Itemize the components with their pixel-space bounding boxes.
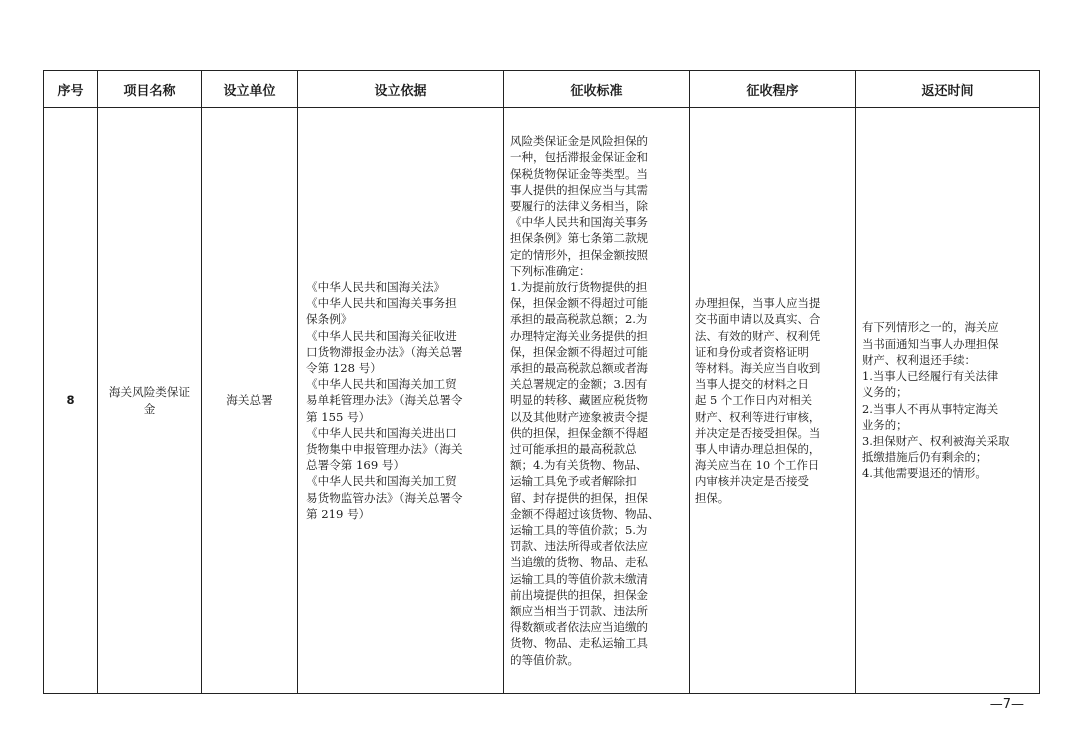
text-line: 担保。: [695, 490, 730, 505]
text-line: 关总署规定的金额；3.因有: [510, 377, 648, 392]
header-project-name: 项目名称: [98, 71, 202, 108]
text-line: 《中华人民共和国海关法》: [306, 279, 446, 294]
text-line: 前出境提供的担保，担保金: [510, 587, 648, 602]
return-time-cell: [856, 108, 1040, 694]
text-line: 货物集中申报管理办法》（海关: [306, 442, 463, 456]
text-line: 明显的转移、藏匿应税货物: [510, 393, 648, 408]
text-line: 金额不得超过该货物、物品、: [510, 506, 660, 521]
text-line: 2.当事人不再从事特定海关: [862, 401, 999, 416]
fee-table: [43, 70, 1040, 694]
text-line: 财产、权利退还手续：: [862, 352, 976, 367]
text-line: 货物、物品、走私运输工具: [510, 636, 648, 651]
table-header-row: [44, 71, 1040, 108]
text-line: 《中华人民共和国海关加工贸: [306, 474, 457, 489]
text-line: 海关应当在 10 个工作日: [695, 458, 820, 473]
text-line: 起 5 个工作日内对相关: [695, 393, 813, 408]
text-line: 运输工具的等值价款；5.为: [510, 523, 648, 538]
text-line: 得数额或者依法应当追缴的: [510, 620, 648, 635]
text-line: 《中华人民共和国海关进出口: [306, 425, 457, 440]
text-line: 担保条例》第七条第二款规: [510, 231, 648, 246]
text-line: 保税货物保证金等类型。当: [510, 166, 648, 181]
basis-text: [298, 279, 503, 522]
text-line: 事人提供的担保应当与其需: [510, 182, 648, 197]
text-line: 运输工具免予或者解除扣: [510, 474, 637, 489]
text-line: 办理特定海关业务提供的担: [510, 328, 648, 343]
text-line: 下列标准确定：: [510, 263, 591, 278]
page-number: —7—: [989, 697, 1024, 712]
text-line: 承担的最高税款总额或者海: [510, 360, 648, 375]
procedure-cell: [690, 108, 856, 694]
text-line: 事人申请办理总担保的，: [695, 442, 821, 456]
text-line: 办理担保，当事人应当提: [695, 296, 821, 311]
text-line: 《中华人民共和国海关征收进: [306, 328, 457, 343]
text-line: 《中华人民共和国海关事务担: [306, 296, 457, 311]
establishing-unit: 海关总署: [202, 108, 298, 694]
text-line: 等材料。海关应当自收到: [695, 360, 821, 375]
header-standard: 征收标准: [504, 71, 690, 108]
return-time-text: [856, 319, 1039, 481]
text-line: 当追缴的货物、物品、走私: [510, 555, 648, 570]
text-line: 义务的；: [862, 385, 908, 400]
text-line: 当事人提交的材料之日: [695, 377, 809, 392]
text-line: 第 219 号）: [306, 506, 371, 521]
text-line: 当书面通知当事人办理担保: [862, 336, 999, 351]
text-line: 4.其他需要退还的情形。: [862, 466, 987, 481]
text-line: 保条例》: [306, 312, 353, 327]
text-line: 以及其他财产迹象被责令提: [510, 409, 648, 424]
text-line: 《中华人民共和国海关事务: [510, 215, 648, 230]
text-line: 承担的最高税款总额；2.为: [510, 312, 648, 327]
standard-text: [504, 129, 689, 672]
text-line: 风险类保证金是风险担保的: [510, 134, 648, 149]
row-number: 8: [44, 108, 98, 694]
header-unit: 设立单位: [202, 71, 298, 108]
text-line: 证和身份或者资格证明: [695, 344, 809, 359]
text-line: 法、有效的财产、权利凭: [695, 328, 821, 343]
text-line: 保，担保金额不得超过可能: [510, 296, 648, 311]
text-line: 有下列情形之一的，海关应: [862, 320, 999, 335]
text-line: 总署令第 169 号）: [306, 458, 406, 473]
header-basis: 设立依据: [298, 71, 504, 108]
text-line: 并决定是否接受担保。当: [695, 425, 821, 440]
text-line: 易单耗管理办法》（海关总署令: [306, 393, 463, 408]
header-procedure: 征收程序: [690, 71, 856, 108]
text-line: 运输工具的等值价款未缴清: [510, 571, 648, 586]
text-line: 过可能承担的最高税款总: [510, 442, 637, 456]
text-line: 抵缴措施后仍有剩余的；: [862, 450, 988, 465]
text-line: 口货物滞报金办法》（海关总署: [306, 344, 463, 359]
text-line: 业务的；: [862, 417, 908, 432]
text-line: 交书面申请以及真实、合: [695, 312, 821, 327]
text-line: 保，担保金额不得超过可能: [510, 344, 648, 359]
text-line: 要履行的法律义务相当，除: [510, 198, 648, 213]
text-line: 易货物监管办法》（海关总署令: [306, 490, 463, 505]
text-line: 令第 128 号）: [306, 360, 382, 375]
table-row: [44, 108, 1040, 694]
text-line: 第 155 号）: [306, 409, 371, 424]
text-line: 1.为提前放行货物提供的担: [510, 279, 648, 294]
text-line: 额应当相当于罚款、违法所: [510, 604, 648, 619]
standard-cell: [504, 108, 690, 694]
text-line: 留、封存提供的担保，担保: [510, 490, 648, 505]
text-line: 的等值价款。: [510, 652, 579, 667]
text-line: 《中华人民共和国海关加工贸: [306, 377, 457, 392]
text-line: 一种，包括滞报金保证金和: [510, 150, 648, 165]
procedure-text: [690, 295, 855, 506]
header-return-time: 返还时间: [856, 71, 1040, 108]
text-line: 3.担保财产、权利被海关采取: [862, 433, 1010, 448]
text-line: 内审核并决定是否接受: [695, 474, 809, 489]
text-line: 罚款、违法所得或者依法应: [510, 539, 648, 554]
text-line: 财产、权利等进行审核，: [695, 409, 821, 424]
text-line: 1.当事人已经履行有关法律: [862, 369, 999, 384]
text-line: 额；4.为有关货物、物品、: [510, 458, 648, 473]
basis-cell: [298, 108, 504, 694]
header-number: 序号: [44, 71, 98, 108]
text-line: 定的情形外，担保金额按照: [510, 247, 648, 262]
project-name: 海关风险类保证金: [98, 108, 202, 694]
text-line: 供的担保，担保金额不得超: [510, 425, 648, 440]
